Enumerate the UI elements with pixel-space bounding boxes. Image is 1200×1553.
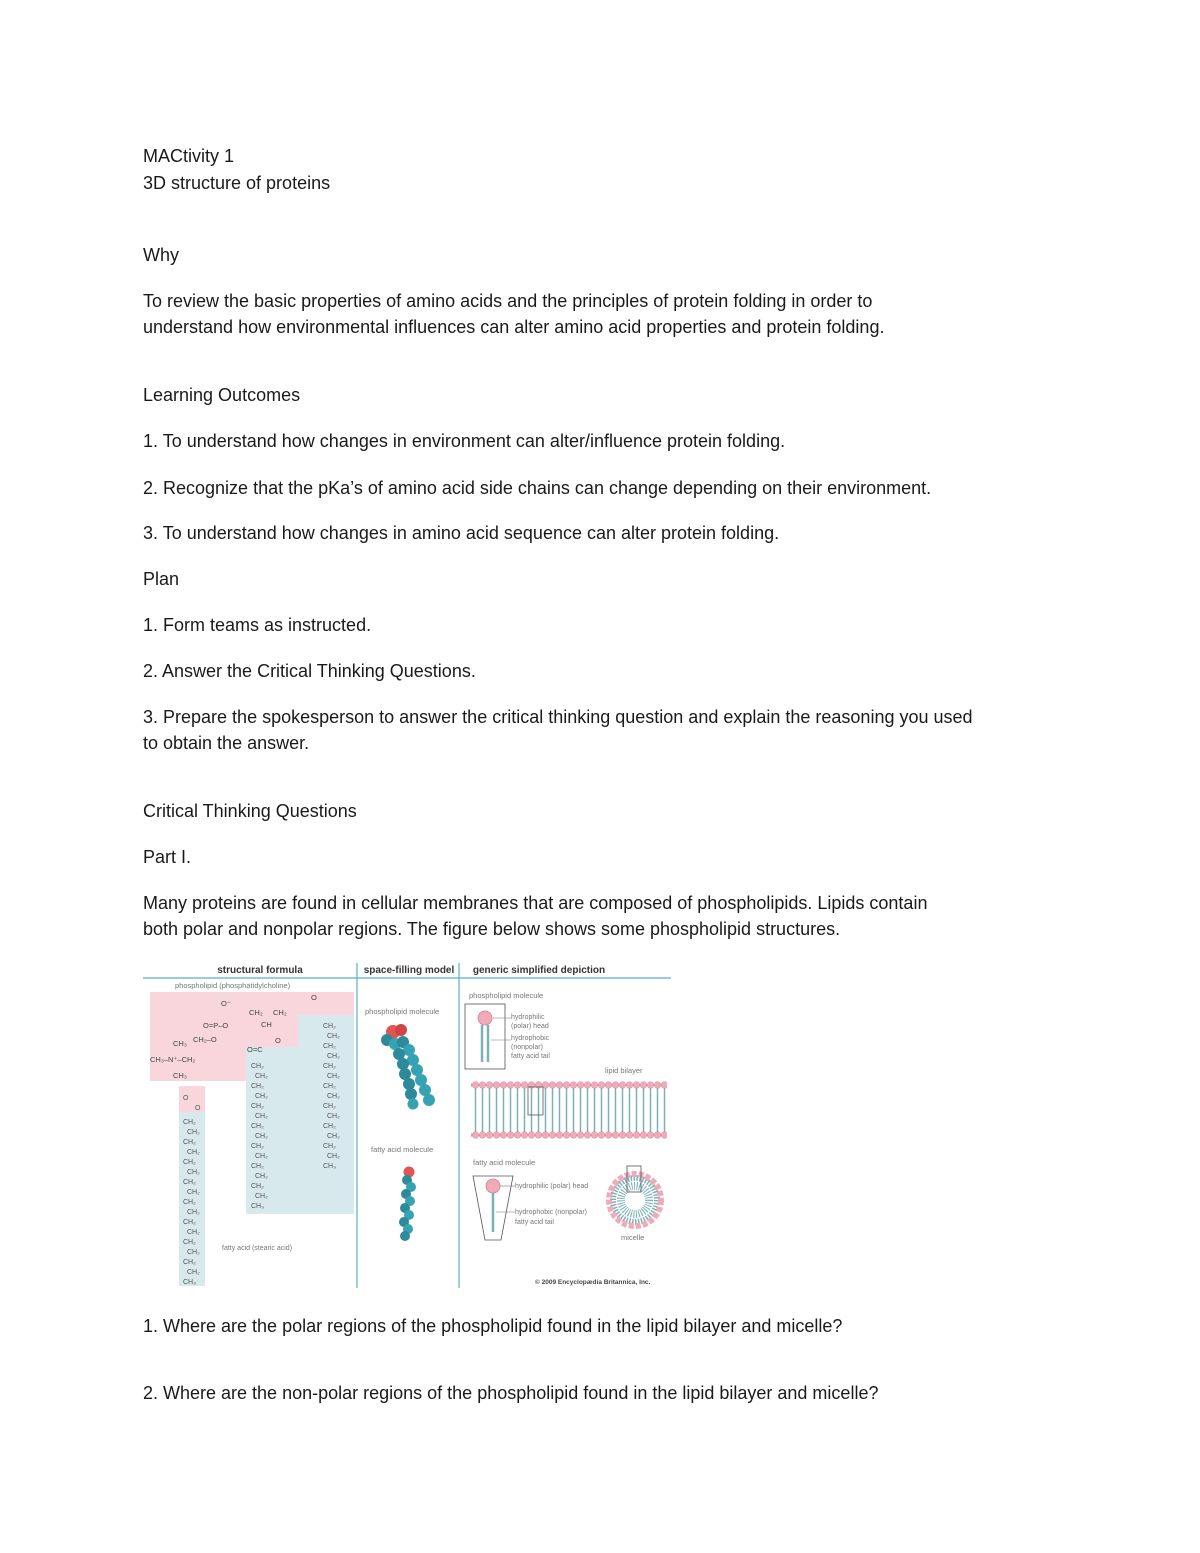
- svg-text:CH₂: CH₂: [251, 1163, 264, 1170]
- question-item: 2. Where are the non-polar regions of the phospholipid found in the lipid bilayer and micelle?: [143, 1383, 879, 1403]
- svg-text:CH₂: CH₂: [183, 1139, 196, 1146]
- svg-text:CH: CH: [261, 1020, 272, 1029]
- svg-text:CH₃: CH₃: [251, 1203, 264, 1210]
- phospholipid-label: phospholipid (phosphatidylcholine): [175, 981, 291, 990]
- svg-text:fatty acid tail: fatty acid tail: [515, 1219, 554, 1226]
- svg-text:CH₂: CH₂: [251, 1143, 264, 1150]
- svg-text:CH₂: CH₂: [251, 1083, 264, 1090]
- svg-text:CH₃: CH₃: [183, 1279, 196, 1286]
- why-text-line: understand how environmental influences can alter amino acid properties and protein folding.: [143, 317, 885, 337]
- micelle: [609, 1174, 661, 1226]
- svg-text:CH₂: CH₂: [187, 1229, 200, 1236]
- svg-text:CH₂: CH₂: [183, 1159, 196, 1166]
- gs-fatty-acid-label: fatty acid molecule: [473, 1158, 536, 1167]
- svg-text:CH₂: CH₂: [323, 1063, 336, 1070]
- svg-text:CH₂: CH₂: [323, 1103, 336, 1110]
- outcome-item: 2. Recognize that the pKa’s of amino acid side chains can change depending on their environment.: [143, 478, 932, 498]
- svg-text:CH₃: CH₃: [173, 1071, 187, 1080]
- phospholipid-figure: [143, 960, 671, 1290]
- part-heading: Part I.: [143, 847, 192, 867]
- plan-item: 3. Prepare the spokesperson to answer the critical thinking question and explain the reasoning you used: [143, 707, 973, 727]
- polar-head-shade: [250, 992, 298, 1047]
- polar-head: [478, 1011, 492, 1025]
- plan-item: 1. Form teams as instructed.: [143, 615, 372, 635]
- gs-phospholipid-label: phospholipid molecule: [469, 991, 544, 1000]
- sf-phospholipid-label: phospholipid molecule: [365, 1007, 440, 1016]
- column-header: structural formula: [217, 965, 303, 976]
- svg-text:CH₂: CH₂: [323, 1123, 336, 1130]
- ctq-heading: Critical Thinking Questions: [143, 801, 357, 821]
- svg-text:CH₂: CH₂: [251, 1123, 264, 1130]
- svg-text:O=C: O=C: [247, 1045, 263, 1054]
- svg-text:O: O: [195, 1105, 201, 1112]
- svg-text:CH₂: CH₂: [255, 1073, 268, 1080]
- outcome-item: 1. To understand how changes in environment can alter/influence protein folding.: [143, 431, 786, 451]
- svg-text:CH₂–O: CH₂–O: [193, 1035, 217, 1044]
- svg-text:CH₂: CH₂: [183, 1239, 196, 1246]
- svg-text:CH₂: CH₂: [255, 1113, 268, 1120]
- svg-text:CH₂: CH₂: [251, 1103, 264, 1110]
- svg-text:CH₂: CH₂: [187, 1269, 200, 1276]
- svg-text:CH₂: CH₂: [323, 1043, 336, 1050]
- svg-text:CH₃: CH₃: [323, 1163, 336, 1170]
- svg-text:fatty acid tail: fatty acid tail: [511, 1053, 550, 1060]
- svg-text:CH₂: CH₂: [183, 1199, 196, 1206]
- document-title: MACtivity 1: [143, 146, 235, 166]
- svg-text:CH₂: CH₂: [183, 1259, 196, 1266]
- document-subtitle: 3D structure of proteins: [143, 173, 331, 193]
- svg-text:CH₂: CH₂: [251, 1183, 264, 1190]
- svg-text:O: O: [275, 1036, 281, 1045]
- svg-text:CH₂: CH₂: [327, 1153, 340, 1160]
- svg-text:hydrophobic (nonpolar): hydrophobic (nonpolar): [515, 1209, 587, 1216]
- svg-text:CH₂: CH₂: [255, 1093, 268, 1100]
- column-header: space-filling model: [363, 965, 455, 976]
- svg-text:(polar) head: (polar) head: [511, 1023, 549, 1030]
- space-filling-phospholipid: [381, 1024, 435, 1110]
- column-header: generic simplified depiction: [472, 965, 606, 976]
- svg-text:CH₂: CH₂: [327, 1073, 340, 1080]
- svg-text:hydrophilic: hydrophilic: [511, 1014, 545, 1021]
- svg-text:O⁻: O⁻: [221, 999, 231, 1008]
- svg-text:CH₂: CH₂: [323, 1143, 336, 1150]
- svg-text:hydrophilic (polar) head: hydrophilic (polar) head: [515, 1183, 589, 1190]
- svg-text:CH₂: CH₂: [327, 1093, 340, 1100]
- svg-text:CH₂: CH₂: [327, 1033, 340, 1040]
- question-item: 1. Where are the polar regions of the phospholipid found in the lipid bilayer and micelle?: [143, 1316, 843, 1336]
- svg-text:CH₂: CH₂: [187, 1249, 200, 1256]
- copyright: © 2009 Encyclopædia Britannica, Inc.: [535, 1279, 651, 1286]
- why-heading: Why: [143, 245, 179, 265]
- svg-text:CH₂: CH₂: [187, 1149, 200, 1156]
- lipid-bilayer-label: lipid bilayer: [605, 1066, 643, 1075]
- plan-heading: Plan: [143, 569, 180, 589]
- svg-text:CH₂: CH₂: [255, 1173, 268, 1180]
- micelle-label: micelle: [621, 1233, 645, 1242]
- svg-text:hydrophobic: hydrophobic: [511, 1035, 550, 1042]
- svg-text:O: O: [183, 1095, 189, 1102]
- svg-text:CH₂: CH₂: [255, 1133, 268, 1140]
- outcome-item: 3. To understand how changes in amino acid sequence can alter protein folding.: [143, 523, 780, 543]
- svg-text:O: O: [311, 993, 317, 1002]
- svg-text:CH₂: CH₂: [183, 1119, 196, 1126]
- svg-text:(nonpolar): (nonpolar): [511, 1044, 543, 1051]
- svg-text:CH₃: CH₃: [173, 1039, 187, 1048]
- svg-text:CH₂: CH₂: [187, 1189, 200, 1196]
- svg-text:CH₂: CH₂: [327, 1053, 340, 1060]
- svg-text:CH₂: CH₂: [187, 1209, 200, 1216]
- why-text-line: To review the basic properties of amino acids and the principles of protein folding in order to: [143, 291, 873, 311]
- plan-item: 2. Answer the Critical Thinking Questions.: [143, 661, 476, 681]
- intro-text-line: Many proteins are found in cellular membranes that are composed of phospholipids. Lipids contain: [143, 893, 928, 913]
- svg-text:CH₂: CH₂: [187, 1169, 200, 1176]
- svg-text:CH₂: CH₂: [187, 1129, 200, 1136]
- polar-head-shade: [298, 992, 354, 1015]
- svg-text:CH₂: CH₂: [327, 1133, 340, 1140]
- space-filling-fatty-acid: [399, 1167, 416, 1242]
- svg-text:CH₂: CH₂: [183, 1179, 196, 1186]
- svg-text:CH₂: CH₂: [327, 1113, 340, 1120]
- lipid-bilayer: [471, 1079, 667, 1139]
- svg-text:CH₂: CH₂: [323, 1083, 336, 1090]
- svg-text:CH₂: CH₂: [249, 1008, 263, 1017]
- svg-text:CH₃–N⁺–CH₂: CH₃–N⁺–CH₂: [150, 1055, 196, 1064]
- svg-text:CH₂: CH₂: [183, 1219, 196, 1226]
- plan-item-continued: to obtain the answer.: [143, 733, 310, 753]
- fatty-acid-label: fatty acid (stearic acid): [222, 1245, 293, 1252]
- svg-text:O=P–O: O=P–O: [203, 1021, 229, 1030]
- sf-fatty-acid-label: fatty acid molecule: [371, 1145, 434, 1154]
- svg-text:CH₂: CH₂: [251, 1063, 264, 1070]
- svg-text:CH₂: CH₂: [323, 1023, 336, 1030]
- svg-text:CH₂: CH₂: [255, 1153, 268, 1160]
- outcomes-heading: Learning Outcomes: [143, 385, 301, 405]
- svg-text:CH₂: CH₂: [273, 1008, 287, 1017]
- svg-text:CH₂: CH₂: [255, 1193, 268, 1200]
- intro-text-line: both polar and nonpolar regions. The figure below shows some phospholipid structures.: [143, 919, 841, 939]
